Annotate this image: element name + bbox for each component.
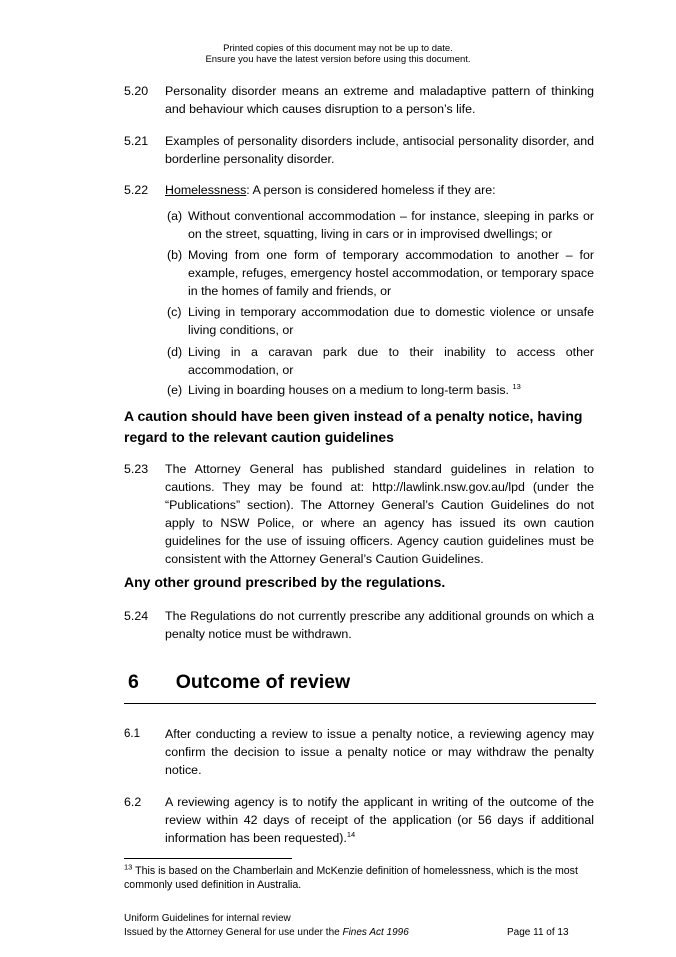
paragraph-number: 6.2	[124, 795, 142, 809]
paragraph-number: 5.21	[124, 134, 149, 148]
paragraph-text: The Attorney General has published standard guidelines in relation to cautions. They may be found at: http://lawlink.nsw.gov.au/lpd (under the “Publications” section). The Attorney General’s Caution Guidelines do not apply to NSW Police, or where an agency has issued its own caution guidelines for the use of issuing officers. Agency caution guidelines must be consistent with the Attorney General’s Caution Guidelines.	[165, 462, 594, 566]
list-item-text: Living in a caravan park due to their inability to access other accommodation, or	[188, 345, 594, 377]
paragraph-number: 5.24	[124, 609, 149, 623]
paragraph-number: 6.1	[124, 728, 140, 740]
list-item-letter: (c)	[167, 305, 182, 319]
section-number: 6	[128, 671, 139, 693]
footnote-ref[interactable]: 13	[512, 381, 521, 391]
footer-title: Uniform Guidelines for internal review	[124, 913, 291, 924]
footnote-number: 13	[124, 862, 133, 872]
list-item-text: Living in temporary accommodation due to domestic violence or unsafe living conditions, or	[188, 305, 594, 337]
print-notice-line-1: Printed copies of this document may not be up to date.	[223, 43, 453, 54]
subheading-caution: A caution should have been given instead of a penalty notice, having regard to the relevant caution guidelines	[124, 408, 583, 445]
footnote-text: This is based on the Chamberlain and McKenzie definition of homelessness, which is the most commonly used definition in Australia.	[124, 865, 578, 891]
footnote-13	[124, 864, 594, 892]
list-item-text	[188, 381, 594, 399]
paragraph-number: 5.22	[124, 183, 149, 197]
paragraph-text: Personality disorder means an extreme and maladaptive pattern of thinking and behaviour which causes disruption to a person’s life.	[165, 84, 594, 116]
print-notice	[0, 43, 676, 65]
footnote-divider	[124, 858, 292, 859]
subheading-other-ground: Any other ground prescribed by the regulations.	[124, 574, 446, 590]
section-heading	[128, 671, 350, 694]
footer-issued-text: Issued by the Attorney General for use under the	[124, 927, 343, 938]
paragraph-text	[165, 793, 594, 847]
footer-act: Fines Act 1996	[342, 927, 409, 938]
list-item-letter: (a)	[167, 209, 183, 223]
paragraph-number: 5.23	[124, 462, 149, 476]
definition-lead: : A person is considered homeless if they are:	[246, 183, 496, 197]
defined-term: Homelessness	[165, 183, 247, 197]
paragraph-text: Examples of personality disorders include, antisocial personality disorder, and borderline personality disorder.	[165, 134, 594, 166]
section-title: Outcome of review	[175, 671, 351, 693]
list-item-letter: (e)	[167, 383, 183, 397]
paragraph-text	[165, 181, 594, 199]
section-divider	[124, 703, 596, 704]
list-item-text: Without conventional accommodation – for instance, sleeping in parks or on the street, squatting, living in cars or in improvised dwellings; or	[188, 209, 594, 241]
print-notice-line-2: Ensure you have the latest version before using this document.	[205, 54, 471, 65]
list-item-body: Living in boarding houses on a medium to long-term basis.	[188, 383, 509, 397]
list-item-letter: (d)	[167, 345, 183, 359]
paragraph-number: 5.20	[124, 84, 149, 98]
list-item-letter: (b)	[167, 248, 183, 262]
paragraph-text: After conducting a review to issue a penalty notice, a reviewing agency may confirm the decision to issue a penalty notice or may withdraw the penalty notice.	[165, 727, 594, 777]
paragraph-text: The Regulations do not currently prescribe any additional grounds on which a penalty notice must be withdrawn.	[165, 609, 594, 641]
page-number: Page 11 of 13	[507, 927, 569, 938]
paragraph-body: A reviewing agency is to notify the applicant in writing of the outcome of the review within 42 days of receipt of the application (or 56 days if additional information has been requested).	[165, 795, 594, 845]
footnote-ref[interactable]: 14	[346, 829, 356, 839]
footer-issued	[124, 926, 409, 940]
list-item-text: Moving from one form of temporary accommodation to another – for example, refuges, emergency hostel accommodation, or temporary space in the homes of family and friends, or	[188, 248, 594, 298]
